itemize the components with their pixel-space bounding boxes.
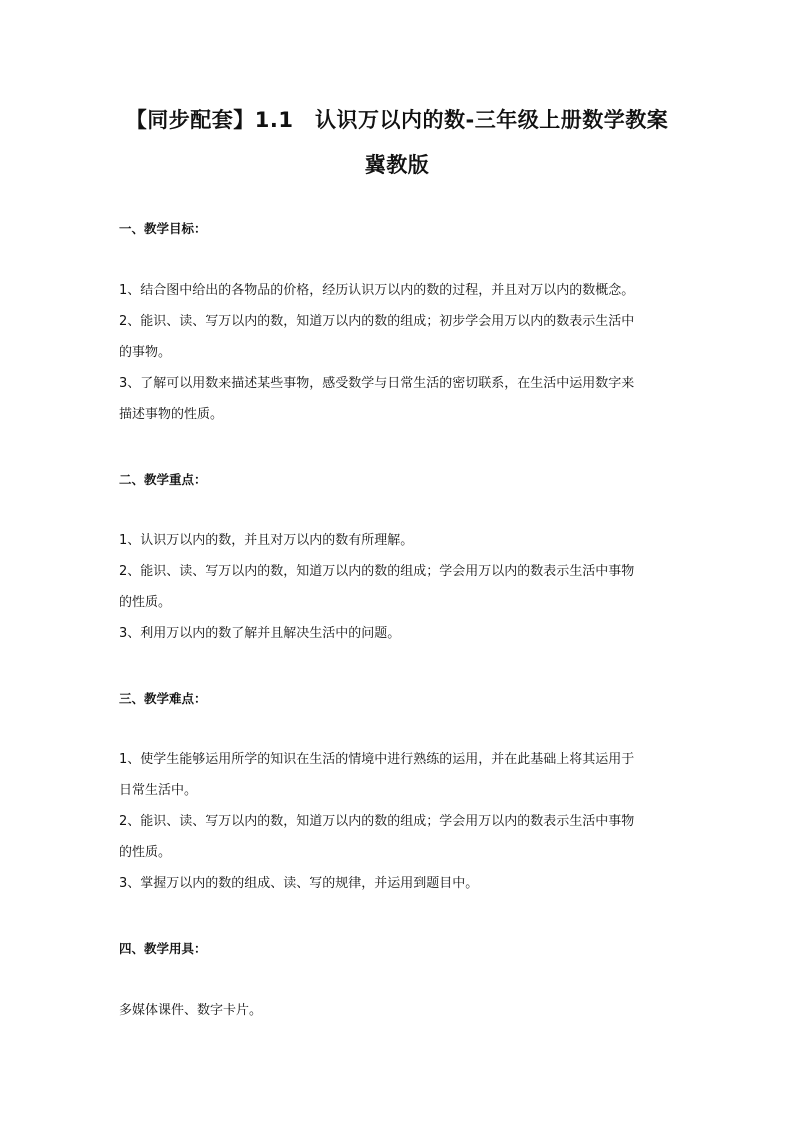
difficulties-line: 日常生活中。 [119,783,198,798]
objectives-line: 2、能识、读、写万以内的数，知道万以内的数的组成；初步学会用万以内的数表示生活中 [119,314,635,329]
document-title-line1: 【同步配套】1.1 认识万以内的数-三年级上册数学教案 [125,108,669,132]
difficulties-line: 的性质。 [119,845,172,860]
difficulties-line: 1、使学生能够运用所学的知识在生活的情境中进行熟练的运用，并在此基础上将其运用于 [119,752,635,767]
objectives-line: 的事物。 [119,345,172,360]
key-points-line: 3、利用万以内的数了解并且解决生活中的问题。 [119,626,401,641]
section-heading-objectives: 一、教学目标： [119,221,207,236]
key-points-line: 1、认识万以内的数，并且对万以内的数有所理解。 [119,533,414,548]
key-points-line: 的性质。 [119,595,172,610]
difficulties-line: 2、能识、读、写万以内的数，知道万以内的数的组成；学会用万以内的数表示生活中事物 [119,814,635,829]
objectives-line: 1、结合图中给出的各物品的价格，经历认识万以内的数的过程，并且对万以内的数概念。 [119,283,635,298]
teaching-tools-line: 多媒体课件、数字卡片。 [119,1003,263,1018]
section-heading-teaching-tools: 四、教学用具： [119,941,207,956]
difficulties-line: 3、掌握万以内的数的组成、读、写的规律，并运用到题目中。 [119,876,479,891]
section-heading-difficulties: 三、教学难点： [119,691,207,706]
objectives-line: 描述事物的性质。 [119,407,224,422]
document-title-line2: 冀教版 [364,153,430,177]
objectives-line: 3、了解可以用数来描述某些事物，感受数学与日常生活的密切联系，在生活中运用数字来 [119,376,635,391]
section-heading-key-points: 二、教学重点： [119,472,207,487]
key-points-line: 2、能识、读、写万以内的数，知道万以内的数的组成；学会用万以内的数表示生活中事物 [119,564,635,579]
